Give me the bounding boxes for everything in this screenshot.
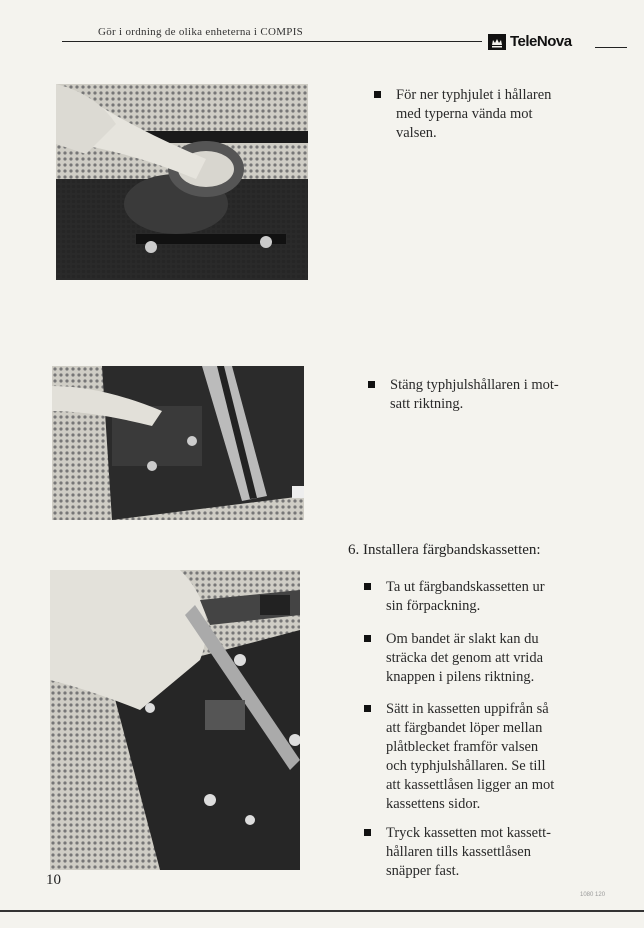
text-line: sträcka det genom att vrida — [386, 650, 544, 666]
bottom-rule — [0, 910, 644, 912]
bullet-square-icon — [374, 91, 381, 98]
text-line: kassettens sidor. — [386, 796, 481, 812]
text-line: Sätt in kassetten uppifrån så — [386, 701, 549, 717]
text-line: att kassettlåsen ligger an mot — [386, 777, 555, 793]
text-line: sin förpackning. — [386, 598, 481, 614]
bullet-square-icon — [364, 583, 371, 590]
header-rule-right — [595, 47, 627, 48]
brand-name: TeleNova — [510, 33, 572, 50]
page-number: 10 — [46, 872, 61, 888]
bullet-b4 — [386, 630, 543, 687]
text-line: Om bandet är slakt kan du — [386, 631, 539, 647]
step-heading — [348, 542, 541, 559]
text-line: valsen. — [396, 125, 437, 141]
running-header: Gör i ordning de olika enheterna i COMPIS — [98, 26, 304, 38]
text-line: Stäng typhjulshållaren i mot- — [390, 377, 559, 393]
text-line: att färgbandet löper mellan — [386, 720, 543, 736]
text-line: satt riktning. — [390, 396, 464, 412]
text-line: För ner typhjulet i hållaren — [396, 87, 552, 103]
bullet-b5 — [386, 700, 554, 814]
text-line: med typerna vända mot — [396, 106, 533, 122]
text-line: plåtblecket framför valsen — [386, 739, 539, 755]
bullet-b2 — [390, 376, 559, 414]
telenova-logo — [488, 33, 572, 50]
reference-code: 1080 120 — [580, 892, 606, 898]
text-line: knappen i pilens riktning. — [386, 669, 535, 685]
bullet-square-icon — [364, 635, 371, 642]
text-line: Ta ut färgbandskassetten ur — [386, 579, 545, 595]
step-title: Installera färgbandskassetten: — [363, 542, 541, 558]
photo-typewheel-insert — [56, 84, 308, 280]
text-line: Tryck kassetten mot kassett- — [386, 825, 551, 841]
step-number: 6. — [348, 542, 360, 558]
bullet-b1 — [396, 86, 551, 143]
header-rule — [62, 41, 482, 42]
photo-typewheel-holder-close — [52, 366, 304, 520]
bullet-square-icon — [368, 381, 375, 388]
bullet-square-icon — [364, 829, 371, 836]
bullet-square-icon — [364, 705, 371, 712]
text-line: snäpper fast. — [386, 863, 460, 879]
bullet-b6 — [386, 824, 551, 881]
text-line: och typhjulshållaren. Se till — [386, 758, 546, 774]
bullet-b3 — [386, 578, 545, 616]
photo-ribbon-cassette — [50, 570, 300, 870]
text-line: hållaren tills kassettlåsen — [386, 844, 531, 860]
crown-icon — [488, 34, 506, 50]
